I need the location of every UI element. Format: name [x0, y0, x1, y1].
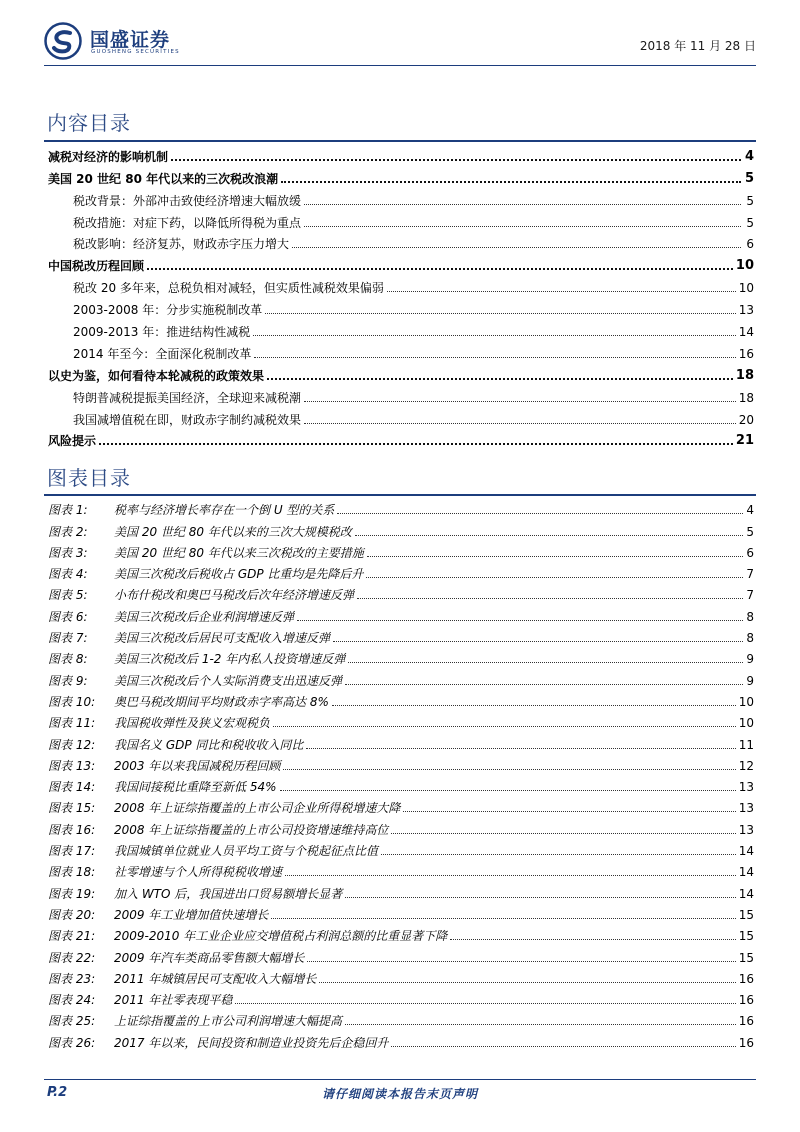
toc-entry[interactable] [48, 164, 754, 186]
chart-index-label: 图表 15: [48, 801, 96, 816]
chart-index-entry[interactable] [48, 794, 754, 815]
toc-entry[interactable] [48, 405, 754, 427]
chart-index-title: 2009 年工业增加值快速增长 [114, 907, 269, 922]
contents-list [48, 142, 754, 448]
chart-index-page: 6 [746, 545, 754, 560]
chart-leader-dots [285, 874, 736, 876]
chart-index-label: 图表 21: [48, 929, 96, 944]
chart-index-label: 图表 10: [48, 694, 96, 709]
page-number: P.2 [47, 1085, 68, 1100]
chart-index-title: 税率与经济增长率存在一个倒 U 型的关系 [114, 503, 335, 518]
chart-index-page: 13 [738, 780, 754, 795]
chart-leader-dots [283, 768, 735, 770]
chart-index-title: 2009 年汽车类商品零售额大幅增长 [114, 950, 305, 965]
toc-page-number: 5 [746, 193, 754, 208]
toc-leader-dots [304, 203, 741, 205]
chart-index-page: 12 [738, 758, 754, 773]
chart-index-entry[interactable] [48, 581, 754, 602]
chart-index-entry[interactable] [48, 943, 754, 964]
toc-entry[interactable] [48, 295, 754, 317]
toc-page-number: 18 [738, 390, 754, 405]
chart-index-entry[interactable] [48, 922, 754, 943]
chart-index-title: 2003 年以来我国减税历程回顾 [114, 758, 281, 773]
toc-entry-title: 减税对经济的影响机制 [48, 149, 169, 164]
toc-leader-dots [304, 422, 736, 424]
chart-index-entry[interactable] [48, 1007, 754, 1028]
chart-index-title: 2011 年社零表现平稳 [114, 993, 233, 1008]
chart-index-entry[interactable] [48, 666, 754, 687]
toc-leader-dots [292, 246, 741, 248]
chart-leader-dots [381, 853, 736, 855]
chart-index-title: 我国间接税比重降至新低 54% [114, 780, 277, 795]
chart-index-title: 美国 20 世纪 80 年代以来的三次大规模税改 [114, 524, 352, 539]
chart-index-title: 社零增速与个人所得税税收增速 [114, 865, 283, 880]
toc-leader-dots [387, 290, 736, 292]
toc-entry[interactable] [48, 273, 754, 295]
chart-index-page: 4 [746, 503, 754, 518]
chart-index-page: 8 [746, 609, 754, 624]
chart-index-label: 图表 16: [48, 822, 96, 837]
chart-index-entry[interactable] [48, 1028, 754, 1049]
chart-leader-dots [357, 597, 743, 599]
chart-index-page: 16 [738, 1014, 754, 1029]
toc-entry-title: 2009-2013 年：推进结构性减税 [73, 325, 251, 340]
chart-leader-dots [345, 896, 735, 898]
toc-entry-title: 税改影响：经济复苏，财政赤字压力增大 [73, 237, 290, 252]
chart-index-entry[interactable] [48, 560, 754, 581]
toc-leader-dots [265, 312, 735, 314]
toc-leader-dots [147, 267, 733, 270]
toc-leader-dots [171, 158, 741, 161]
chart-leader-dots [345, 1023, 736, 1025]
toc-leader-dots [281, 180, 741, 183]
chart-index-label: 图表 18: [48, 865, 96, 880]
chart-index-label: 图表 3: [48, 545, 88, 560]
chart-index-page: 16 [738, 1035, 754, 1050]
chart-leader-dots [307, 960, 735, 962]
chart-leader-dots [391, 832, 735, 834]
chart-index-entry[interactable] [48, 965, 754, 986]
chart-index-label: 图表 9: [48, 673, 88, 688]
toc-entry[interactable] [48, 339, 754, 361]
chart-index-entry[interactable] [48, 837, 754, 858]
chart-index-title: 2008 年上证综指覆盖的上市公司企业所得税增速大降 [114, 801, 401, 816]
chart-index-label: 图表 8: [48, 652, 88, 667]
toc-entry-title: 2014 年至今：全面深化税制改革 [73, 346, 252, 361]
toc-entry[interactable] [48, 383, 754, 405]
chart-index-label: 图表 4: [48, 567, 88, 582]
chart-index-title: 2011 年城镇居民可支配收入大幅增长 [114, 971, 317, 986]
chart-index-label: 图表 2: [48, 524, 88, 539]
toc-page-number: 13 [738, 303, 754, 318]
chart-leader-dots [273, 725, 736, 727]
chart-index-title: 奥巴马税改期间平均财政赤字率高达 8% [114, 694, 329, 709]
chart-index-label: 图表 22: [48, 950, 96, 965]
charts-title: 图表目录 [47, 466, 131, 490]
contents-title: 内容目录 [47, 111, 131, 135]
toc-entry-title: 美国 20 世纪 80 年代以来的三次税改浪潮 [48, 171, 279, 186]
chart-leader-dots [235, 1002, 735, 1004]
toc-page-number: 10 [738, 281, 754, 296]
toc-entry-title: 税改背景：外部冲击致使经济增速大幅放缓 [73, 193, 302, 208]
toc-entry-title: 中国税改历程回顾 [48, 259, 145, 274]
toc-page-number: 16 [738, 346, 754, 361]
chart-index-title: 我国名义 GDP 同比和税收收入同比 [114, 737, 304, 752]
chart-index-entry[interactable] [48, 539, 754, 560]
chart-index-title: 美国三次税改后税收占 GDP 比重均是先降后升 [114, 567, 364, 582]
toc-leader-dots [99, 442, 733, 445]
toc-entry-title: 以史为鉴，如何看待本轮减税的政策效果 [48, 368, 265, 383]
chart-index-page: 15 [738, 950, 754, 965]
chart-index-title: 上证综指覆盖的上市公司利润增速大幅提高 [114, 1014, 343, 1029]
chart-leader-dots [403, 810, 735, 812]
chart-index-title: 美国三次税改后个人实际消费支出迅速反弹 [114, 673, 343, 688]
toc-entry[interactable] [48, 317, 754, 339]
brand-subtitle: GUOSHENG SECURITIES [91, 49, 180, 55]
chart-leader-dots [319, 981, 735, 983]
chart-index-entry[interactable] [48, 858, 754, 879]
chart-leader-dots [348, 661, 743, 663]
brand-logo [44, 22, 194, 60]
chart-index-entry[interactable] [48, 602, 754, 623]
chart-index-label: 图表 23: [48, 971, 96, 986]
chart-index-entry[interactable] [48, 901, 754, 922]
footer-disclaimer: 请仔细阅读本报告末页声明 [321, 1087, 478, 1101]
toc-page-number: 18 [735, 367, 754, 383]
chart-index-label: 图表 25: [48, 1014, 96, 1029]
brand-name: 国盛证券 [90, 29, 171, 51]
chart-index-page: 13 [738, 822, 754, 837]
chart-leader-dots [297, 619, 743, 621]
chart-index-label: 图表 17: [48, 844, 96, 859]
chart-index-title: 加入 WTO 后，我国进出口贸易额增长显著 [114, 886, 343, 901]
chart-index-title: 美国三次税改后居民可支配收入增速反弹 [114, 631, 331, 646]
chart-leader-dots [271, 917, 735, 919]
chart-index-title: 2008 年上证综指覆盖的上市公司投资增速维持高位 [114, 822, 389, 837]
chart-leader-dots [332, 704, 736, 706]
chart-leader-dots [366, 576, 743, 578]
toc-page-number: 5 [746, 215, 754, 230]
chart-index-page: 14 [738, 886, 754, 901]
chart-index-page: 15 [738, 929, 754, 944]
chart-index-entry[interactable] [48, 879, 754, 900]
chart-index-label: 图表 6: [48, 609, 88, 624]
chart-index-entry[interactable] [48, 773, 754, 794]
chart-index-page: 5 [746, 524, 754, 539]
chart-index-entry[interactable] [48, 815, 754, 836]
chart-index-label: 图表 7: [48, 631, 88, 646]
chart-index-page: 9 [746, 673, 754, 688]
chart-index-page: 15 [738, 907, 754, 922]
chart-index-page: 11 [738, 737, 754, 752]
chart-index-entry[interactable] [48, 517, 754, 538]
toc-entry-title: 税改措施：对症下药，以降低所得税为重点 [73, 215, 302, 230]
chart-index-entry[interactable] [48, 752, 754, 773]
chart-leader-dots [391, 1045, 735, 1047]
chart-index-page: 10 [738, 694, 754, 709]
chart-index-title: 美国三次税改后 1-2 年内私人投资增速反弹 [114, 652, 346, 667]
chart-index-page: 16 [738, 971, 754, 986]
chart-index-page: 9 [746, 652, 754, 667]
toc-entry[interactable] [48, 208, 754, 230]
report-date: 2018 年 11 月 28 日 [639, 39, 756, 53]
toc-leader-dots [254, 356, 735, 358]
toc-page-number: 4 [744, 148, 754, 164]
chart-index-entry[interactable] [48, 624, 754, 645]
toc-entry[interactable] [48, 427, 754, 449]
chart-leader-dots [345, 683, 743, 685]
toc-entry[interactable] [48, 230, 754, 252]
toc-page-number: 20 [738, 412, 754, 427]
chart-index-page: 13 [738, 801, 754, 816]
chart-index-page: 10 [738, 716, 754, 731]
chart-leader-dots [306, 747, 735, 749]
chart-index-label: 图表 14: [48, 780, 96, 795]
toc-page-number: 10 [735, 258, 754, 274]
toc-entry-title: 2003-2008 年：分步实施税制改革 [73, 303, 263, 318]
chart-index-page: 7 [746, 588, 754, 603]
toc-leader-dots [304, 225, 741, 227]
chart-index-entry[interactable] [48, 709, 754, 730]
chart-index-label: 图表 19: [48, 886, 96, 901]
toc-entry[interactable] [48, 251, 754, 273]
chart-leader-dots [333, 640, 743, 642]
chart-index-page: 8 [746, 631, 754, 646]
toc-leader-dots [267, 377, 733, 380]
chart-index-title: 我国税收弹性及狭义宏观税负 [114, 716, 271, 731]
brand-logo-icon [44, 22, 82, 60]
chart-index-label: 图表 11: [48, 716, 96, 731]
chart-index-entry[interactable] [48, 986, 754, 1007]
toc-page-number: 14 [738, 325, 754, 340]
chart-index-label: 图表 20: [48, 907, 96, 922]
chart-index-label: 图表 12: [48, 737, 96, 752]
toc-entry-title: 我国减增值税在即，财政赤字制约减税效果 [73, 412, 302, 427]
chart-index-title: 我国城镇单位就业人员平均工资与个税起征点比值 [114, 844, 379, 859]
chart-leader-dots [280, 789, 736, 791]
chart-leader-dots [337, 512, 743, 514]
chart-index-label: 图表 26: [48, 1035, 96, 1050]
chart-leader-dots [355, 534, 744, 536]
chart-index-title: 美国 20 世纪 80 年代以来三次税改的主要措施 [114, 545, 364, 560]
chart-index-page: 16 [738, 993, 754, 1008]
toc-leader-dots [253, 334, 735, 336]
chart-index-label: 图表 5: [48, 588, 88, 603]
chart-index-entry[interactable] [48, 496, 754, 517]
chart-index-title: 2017 年以来，民间投资和制造业投资先后企稳回升 [114, 1035, 389, 1050]
toc-page-number: 21 [735, 433, 754, 449]
chart-leader-dots [450, 938, 735, 940]
toc-page-number: 5 [744, 170, 754, 186]
toc-entry-title: 风险提示 [48, 434, 97, 449]
toc-entry-title: 特朗普减税提振美国经济，全球迎来减税潮 [73, 390, 302, 405]
chart-index-page: 14 [738, 865, 754, 880]
chart-index-page: 7 [746, 567, 754, 582]
chart-index-title: 小布什税改和奥巴马税改后次年经济增速反弹 [114, 588, 355, 603]
chart-leader-dots [367, 555, 744, 557]
toc-leader-dots [304, 400, 736, 402]
chart-index-label: 图表 13: [48, 758, 96, 773]
chart-index-entry[interactable] [48, 730, 754, 751]
chart-index-label: 图表 1: [48, 503, 88, 518]
footer-divider [44, 1079, 756, 1080]
toc-page-number: 6 [746, 237, 754, 252]
toc-entry-title: 税改 20 多年来，总税负相对减轻，但实质性减税效果偏弱 [73, 281, 384, 296]
chart-index-page: 14 [738, 844, 754, 859]
chart-index-label: 图表 24: [48, 993, 96, 1008]
page-header [44, 22, 756, 62]
header-divider [44, 65, 756, 66]
chart-index-title: 2009-2010 年工业企业应交增值税占利润总额的比重显著下降 [114, 929, 448, 944]
chart-index-entry[interactable] [48, 688, 754, 709]
toc-entry[interactable] [48, 361, 754, 383]
chart-index-entry[interactable] [48, 645, 754, 666]
chart-index-title: 美国三次税改后企业利润增速反弹 [114, 609, 295, 624]
toc-entry[interactable] [48, 186, 754, 208]
toc-entry[interactable] [48, 142, 754, 164]
charts-list [48, 496, 754, 1050]
